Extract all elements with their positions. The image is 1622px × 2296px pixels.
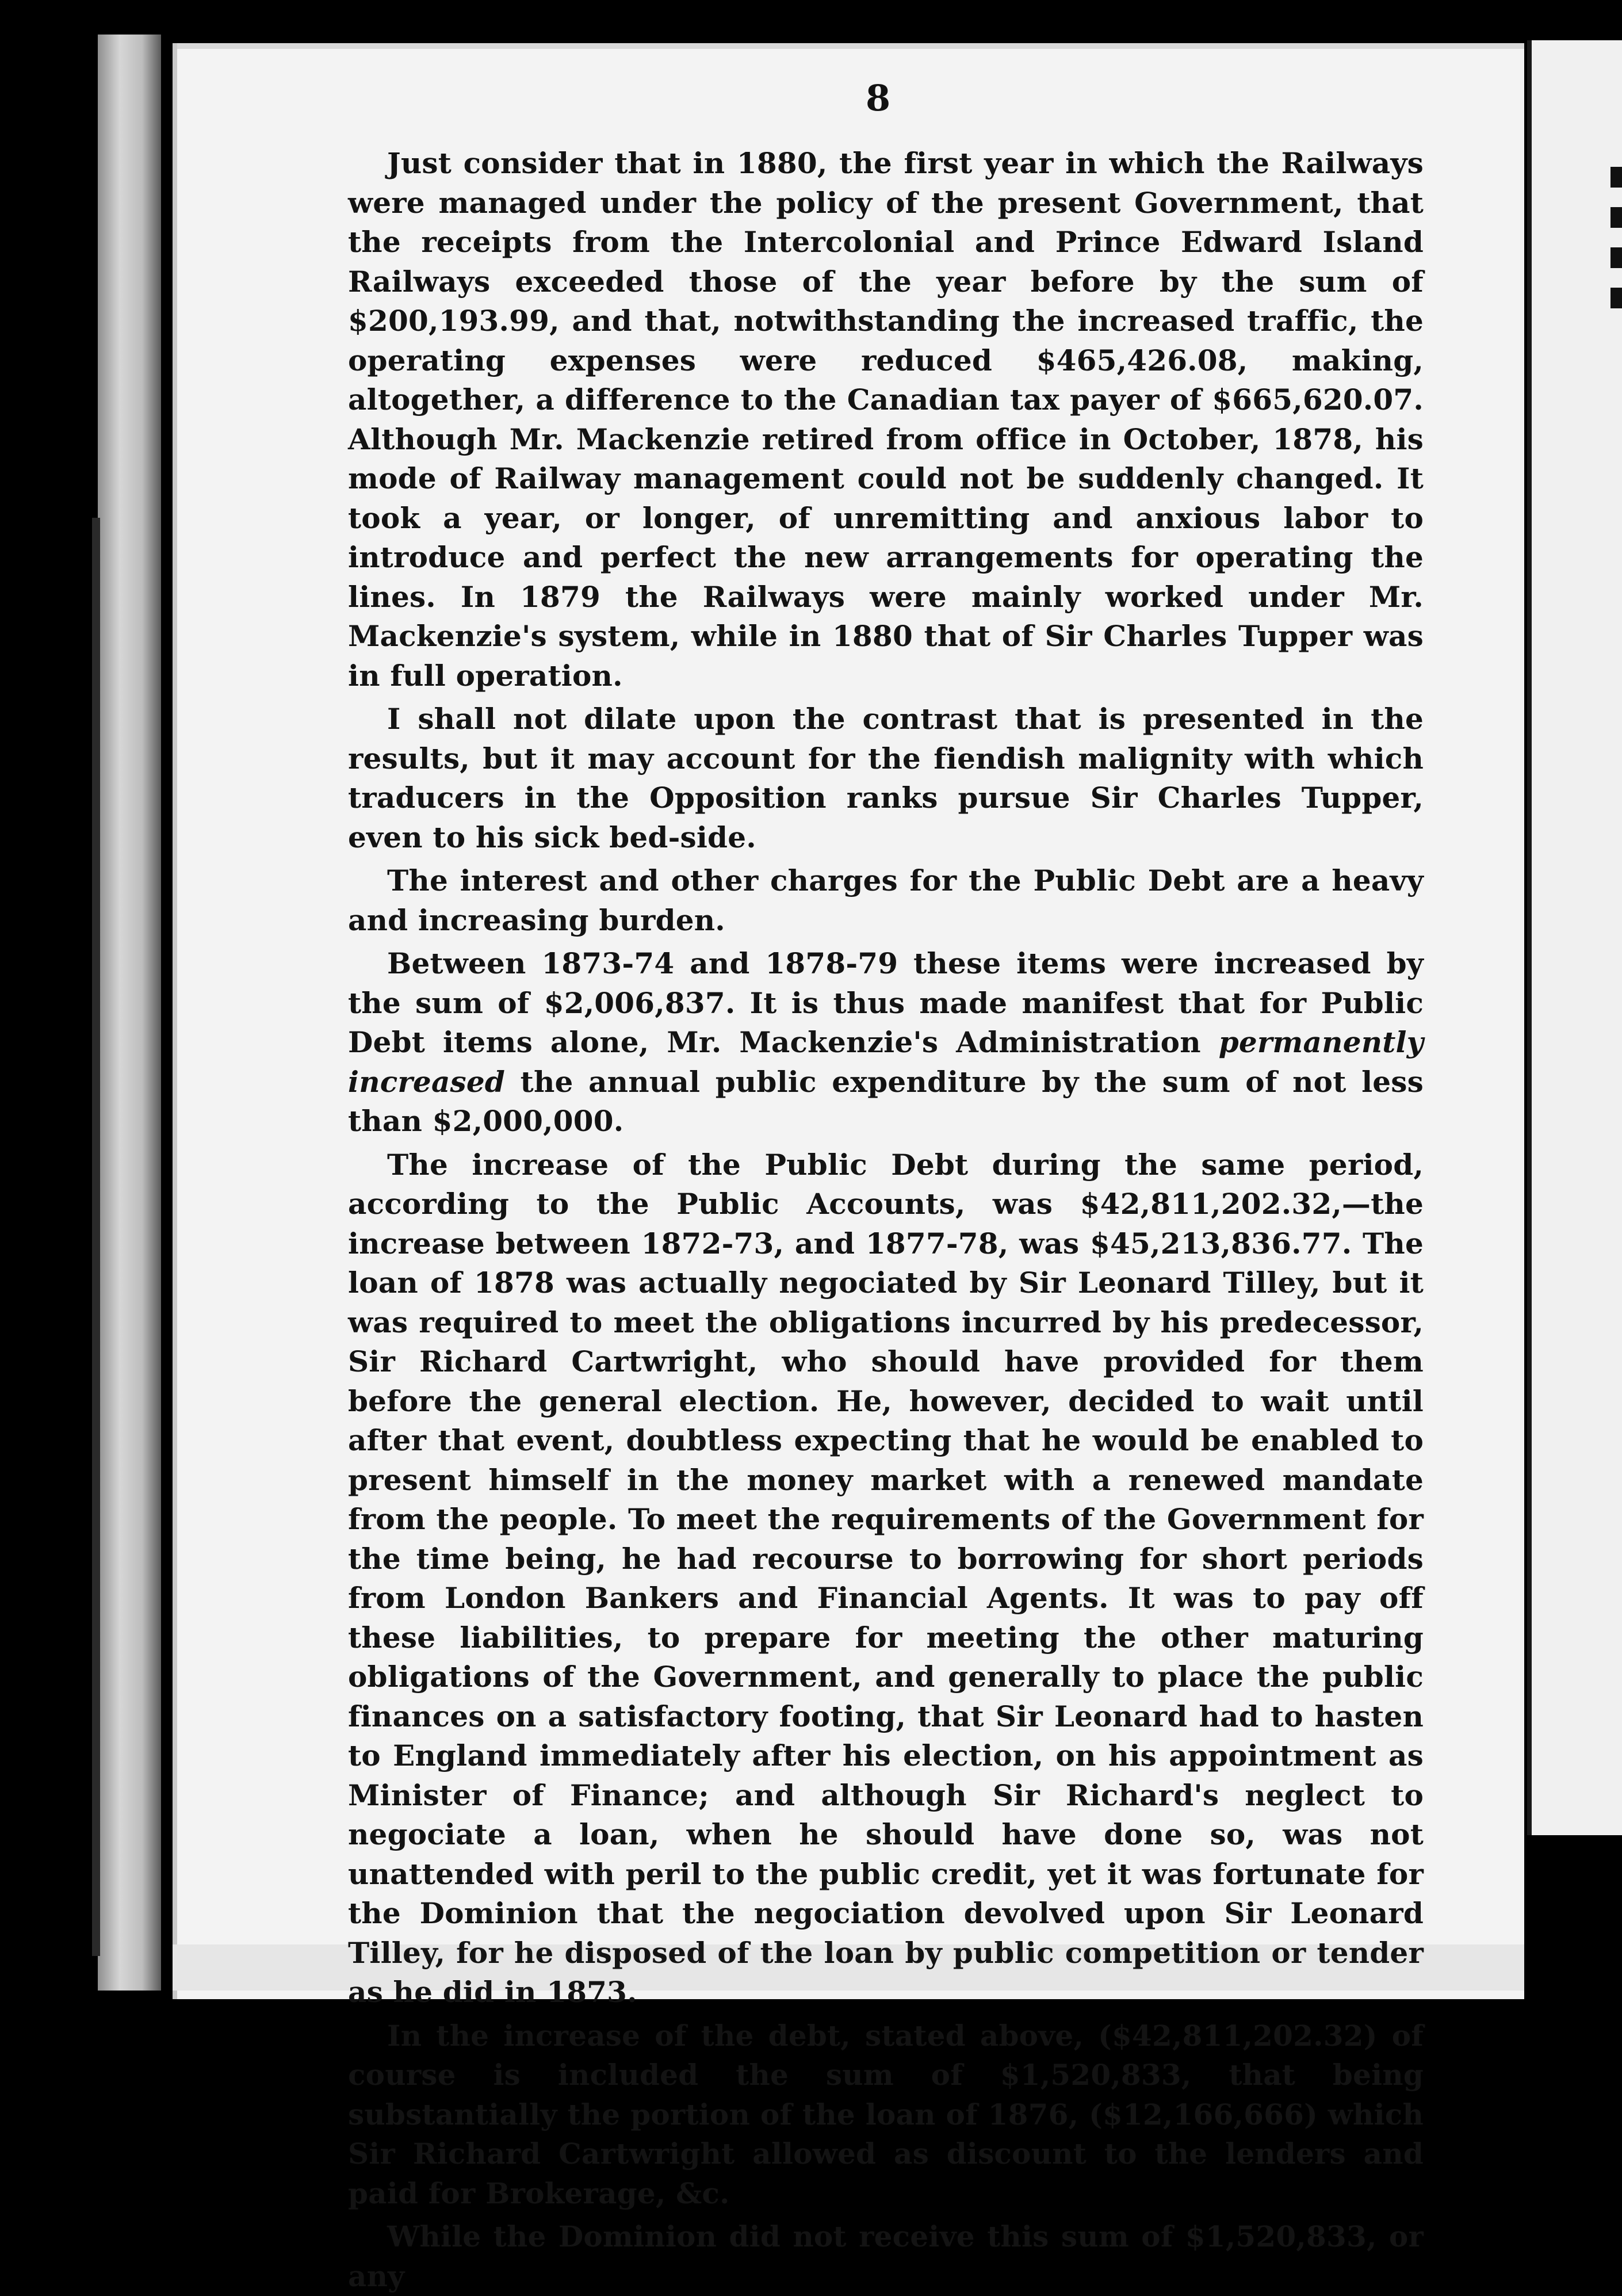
adjacent-page-edge — [1527, 40, 1622, 1835]
scan-binding-shadow — [92, 518, 100, 1956]
page-number: 8 — [866, 77, 891, 119]
emphasis-text: permanently increased — [348, 1025, 1424, 1099]
body-text — [348, 144, 1424, 2296]
adjacent-page-text-fragment — [1610, 167, 1622, 188]
paragraph-loan-1876-discount: In the increase of the debt, stated above, ($42,811,202.32) of course is included the sum of $1,520,833, that being substantially the portion of the loan of 1876, ($12,166,666) which Sir Richard Cartwright allowed as discount to the lenders and paid for Brokerage, &c. — [348, 2018, 1424, 2210]
adjacent-page-text-fragment — [1610, 288, 1622, 308]
paragraph-debt-increase-items — [348, 944, 1424, 1141]
paragraph-text-end: the annual public expenditure by the sum of not less than $2,000,000. — [348, 1064, 1424, 1138]
paragraph-loan-1878: The increase of the Public Debt during the same period, according to the Public Accounts, was $42,811,202.32,—the increase between 1872-73, and 1877-78, was $45,213,836.77. The loan of 1878 was actually negociated by Sir Leonard Tilley, but it was required to meet the obligations incurred by his predecessor, Sir Richard Cartwright, who should have provided for them before the general election. He, however, decided to wait until after that event, doubtless expecting that he would be enabled to present himself in the money market with a renewed mandate from the people. To meet the requirements of the Government for the time being, he had recourse to borrowing for short periods from London Bankers and Financial Agents. It was to pay off these liabilities, to prepare for meeting the other maturing obligations of the Government, and generally to place the public finances on a satisfactory footing, that Sir Leonard had to hasten to England immediately after his election, on his appointment as Minister of Finance; and although Sir Richard's neglect to negociate a loan, when he should have done so, was not unattended with peril to the public credit, yet it was fortunate for the Dominion that the negociation devolved upon Sir Leonard Tilley, for he disposed of the loan by public competition or tender as he did in 1873. — [348, 1147, 1424, 2009]
adjacent-page-text-fragment — [1610, 207, 1622, 228]
adjacent-page-text-fragment — [1610, 247, 1622, 268]
paragraph-dominion-sum: While the Dominion did not receive this sum of $1,520,833, or any — [348, 2219, 1424, 2293]
scan-left-page-edge — [98, 35, 161, 1991]
paragraph-contrast: I shall not dilate upon the contrast that is presented in the results, but it may account for the fiendish malignity with which traducers in the Opposition ranks pursue Sir Charles Tupper, even to his sick bed-side. — [348, 702, 1424, 854]
paragraph-public-debt-charges: The interest and other charges for the Public Debt are a heavy and increasing burden. — [348, 864, 1424, 937]
paragraph-railway-receipts: Just consider that in 1880, the first year in which the Railways were managed under the policy of the present Government, that the receipts from the Intercolonial and Prince Edward Island Railways exceeded those of the year before by the sum of $200,193.99, and that, notwithstanding the increased traffic, the operating expenses were reduced $465,426.08, making, altogether, a difference to the Canadian tax payer of $665,620.07. Although Mr. Mackenzie retired from office in October, 1878, his mode of Railway management could not be suddenly changed. It took a year, or longer, of unremitting and anxious labor to introduce and perfect the new arrangements for operating the lines. In 1879 the Railways were mainly worked under Mr. Mackenzie's system, while in 1880 that of Sir Charles Tupper was in full operation. — [348, 146, 1424, 693]
paragraph-text-start: Between 1873-74 and 1878-79 these items were increased by the sum of $2,006,837. It is thus made manifest that for Public Debt items alone, Mr. Mackenzie's Administration — [348, 946, 1424, 1059]
